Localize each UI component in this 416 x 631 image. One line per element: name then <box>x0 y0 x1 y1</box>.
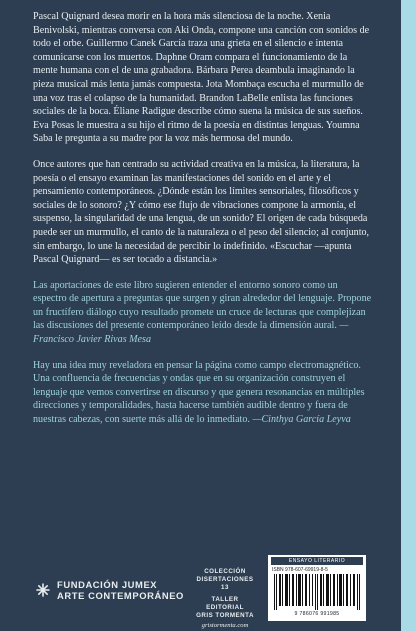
footer <box>0 558 401 631</box>
jumex-logo <box>36 579 184 601</box>
collection-info <box>192 568 258 629</box>
paragraph-intro <box>33 10 373 146</box>
paragraph-review-2 <box>33 359 373 427</box>
review-2-author: —Cinthya García Leyva <box>252 414 351 426</box>
logo-line-1: FUNDACIÓN JUMEX <box>57 579 158 590</box>
review-1-author: —Francisco Javier Rivas Mesa <box>33 320 349 346</box>
review-1-text: Las aportaciones de este libro sugieren entender el entorno sonoro como un espectro de apertura a preguntas que surgen y giran alrededor del lenguaje. Propone un fructífero diálogo cuyo resultado promete un cruce de lecturas que complejizan las discusiones del presente contemporáneo leído desde la dimensión aural. <box>33 279 372 332</box>
collection-name: DISERTACIONES 13 <box>196 576 254 591</box>
jumex-logo-text <box>57 579 184 601</box>
spine-edge <box>401 0 416 631</box>
paragraph-intro-text: Pascal Quignard desea morir en la hora más silenciosa de la noche. Xenia Benivolski, mientras conversa con Aki Onda, compone una canción con sonidos de todo el orbe. Guillermo Canek García traza una grieta en el silencio e intenta comunicarse con los muertos. Daphne Oram compara el funcionamiento de la mente humana con el de una grabadora. Bárbara Perea deambula imaginando la pieza musical más lenta jamás compuesta. Jota Mombaça escucha el murmullo de una voz tras el colapso de la humanidad. Brandon LaBelle enlista las funciones sociales de la boca. Éliane Radigue describe cómo suena la música de sus sueños. Eva Posas le muestra a su hijo el ritmo de la poesía en distintas lenguas. Youmna Saba le pregunta a su madre por la voz más hermosa del mundo. <box>33 11 370 145</box>
collection-label: COLECCIÓN <box>204 568 246 575</box>
publisher-line-1: TALLER EDITORIAL <box>206 596 244 611</box>
logo-line-2: ARTE CONTEMPORÁNEO <box>57 590 184 601</box>
barcode-number: 9 786076 991985 <box>294 611 340 617</box>
jumex-star-icon <box>36 583 50 597</box>
barcode-icon <box>272 574 362 610</box>
review-2-text: Hay una idea muy reveladora en pensar la página como campo electromagnético. Una confluencia de frecuencias y ondas que en su organización construyen el lenguaje que vemos convertirse en discurso y que genera resonancias en múltiples direcciones y temporalidades, hasta hacerse también audible dentro y fuera de nuestras cabezas, con suerte más allá de lo inmediato. <box>33 359 365 426</box>
paragraph-review-1 <box>33 279 373 347</box>
publisher-site: gristormenta.com <box>201 622 249 629</box>
paragraph-summary-text: Once autores que han centrado su actividad creativa en la música, la literatura, la poesía o el ensayo examinan las manifestaciones del sonido en el arte y el pensamiento contemporáneos. ¿Dónde están los límites sensoriales, filosóficos y sociales de lo sonoro? ¿Y cómo ese flujo de vibraciones compone la armonía, el suspenso, la singularidad de una lengua, de un sonido? El origen de cada búsqueda puede ser un murmullo, el canto de la naturaleza o el peso del silencio; al conjunto, sin embargo, lo une la necesidad de percibir lo indefinido. «Escuchar —apunta Pascal Quignard— es ser tocado a distancia.» <box>33 158 370 266</box>
isbn-text: ISBN 978-607-69919-8-5 <box>272 567 328 573</box>
barcode-category: ENSAYO LITERARIO <box>271 557 363 565</box>
barcode-box <box>268 555 366 621</box>
paragraph-summary <box>33 158 373 267</box>
publisher-line-2: GRIS TORMENTA <box>196 612 254 619</box>
blurb-text <box>33 10 373 439</box>
